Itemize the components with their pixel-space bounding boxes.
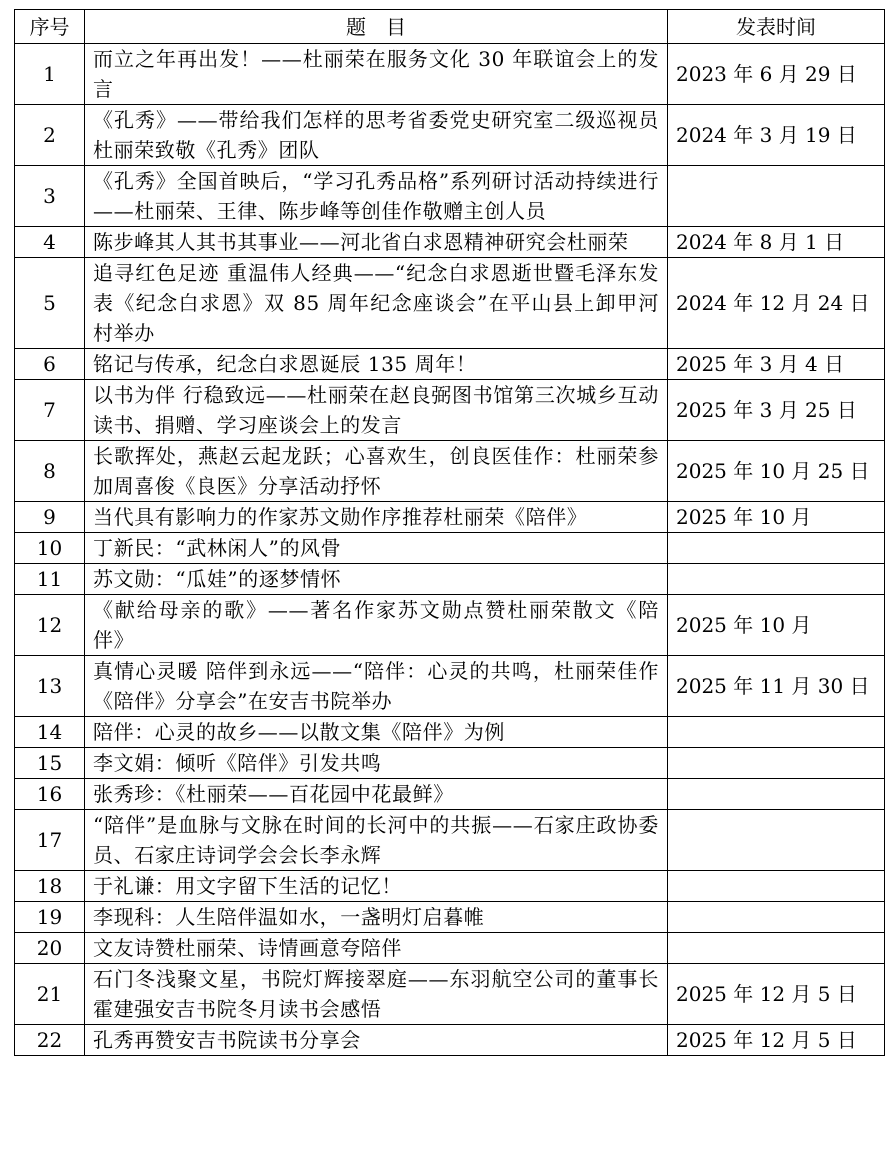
- row-title: 追寻红色足迹 重温伟人经典——“纪念白求恩逝世暨毛泽东发表《纪念白求恩》双 85 周年纪念座谈会”在平山县上卸甲河村举办: [85, 258, 668, 349]
- row-number: 1: [15, 44, 85, 105]
- table-row: [15, 779, 885, 810]
- row-date: 2025 年 10 月: [668, 502, 885, 533]
- row-number: 15: [15, 748, 85, 779]
- row-date: [668, 748, 885, 779]
- row-title: 而立之年再出发！——杜丽荣在服务文化 30 年联谊会上的发言: [85, 44, 668, 105]
- row-title: 《献给母亲的歌》——著名作家苏文勋点赞杜丽荣散文《陪伴》: [85, 595, 668, 656]
- row-title: 张秀珍：《杜丽荣——百花园中花最鲜》: [85, 779, 668, 810]
- table-row: [15, 380, 885, 441]
- row-number: 19: [15, 902, 85, 933]
- table-row: [15, 44, 885, 105]
- row-title: 《孔秀》——带给我们怎样的思考省委党史研究室二级巡视员杜丽荣致敬《孔秀》团队: [85, 105, 668, 166]
- row-date: [668, 564, 885, 595]
- row-number: 2: [15, 105, 85, 166]
- table-row: [15, 717, 885, 748]
- row-title: 文友诗赞杜丽荣、诗情画意夸陪伴: [85, 933, 668, 964]
- table-row: [15, 166, 885, 227]
- row-number: 21: [15, 964, 85, 1025]
- row-date: 2025 年 12 月 5 日: [668, 1025, 885, 1056]
- row-number: 18: [15, 871, 85, 902]
- row-title: 当代具有影响力的作家苏文勋作序推荐杜丽荣《陪伴》: [85, 502, 668, 533]
- row-title: 长歌挥处，燕赵云起龙跃；心喜欢生，创良医佳作：杜丽荣参加周喜俊《良医》分享活动抒怀: [85, 441, 668, 502]
- table-row: [15, 964, 885, 1025]
- row-number: 17: [15, 810, 85, 871]
- row-number: 20: [15, 933, 85, 964]
- header-serial-number: 序号: [15, 10, 85, 44]
- row-date: [668, 902, 885, 933]
- table-row: [15, 349, 885, 380]
- row-title: 李现科：人生陪伴温如水，一盏明灯启暮帷: [85, 902, 668, 933]
- row-title: 陪伴：心灵的故乡——以散文集《陪伴》为例: [85, 717, 668, 748]
- row-date: 2025 年 10 月: [668, 595, 885, 656]
- row-number: 16: [15, 779, 85, 810]
- row-title: 孔秀再赞安吉书院读书分享会: [85, 1025, 668, 1056]
- row-date: 2025 年 11 月 30 日: [668, 656, 885, 717]
- table-row: [15, 810, 885, 871]
- row-date: 2025 年 10 月 25 日: [668, 441, 885, 502]
- table-row: [15, 656, 885, 717]
- row-date: 2025 年 12 月 5 日: [668, 964, 885, 1025]
- table-row: [15, 748, 885, 779]
- table-body: [15, 44, 885, 1056]
- row-title: 以书为伴 行稳致远——杜丽荣在赵良弼图书馆第三次城乡互动读书、捐赠、学习座谈会上的发言: [85, 380, 668, 441]
- table-header-row: [15, 10, 885, 44]
- row-number: 22: [15, 1025, 85, 1056]
- row-date: 2024 年 8 月 1 日: [668, 227, 885, 258]
- table-row: [15, 533, 885, 564]
- article-list-table: [14, 9, 885, 1056]
- row-date: [668, 871, 885, 902]
- row-date: [668, 166, 885, 227]
- row-date: 2023 年 6 月 29 日: [668, 44, 885, 105]
- row-title: 李文娟：倾听《陪伴》引发共鸣: [85, 748, 668, 779]
- table-row: [15, 933, 885, 964]
- row-number: 3: [15, 166, 85, 227]
- row-number: 8: [15, 441, 85, 502]
- header-title: 题 目: [85, 10, 668, 44]
- row-date: [668, 933, 885, 964]
- table-row: [15, 227, 885, 258]
- table-row: [15, 502, 885, 533]
- row-number: 6: [15, 349, 85, 380]
- row-number: 12: [15, 595, 85, 656]
- row-title: 石门冬浅聚文星，书院灯辉接翠庭——东羽航空公司的董事长霍建强安吉书院冬月读书会感悟: [85, 964, 668, 1025]
- table-row: [15, 595, 885, 656]
- table-row: [15, 564, 885, 595]
- row-title: 《孔秀》全国首映后，“学习孔秀品格”系列研讨活动持续进行——杜丽荣、王律、陈步峰等创佳作敬赠主创人员: [85, 166, 668, 227]
- row-title: 铭记与传承，纪念白求恩诞辰 135 周年！: [85, 349, 668, 380]
- table-row: [15, 258, 885, 349]
- table-row: [15, 105, 885, 166]
- row-number: 11: [15, 564, 85, 595]
- row-title: 苏文勋：“瓜娃”的逐梦情怀: [85, 564, 668, 595]
- row-number: 4: [15, 227, 85, 258]
- row-date: [668, 810, 885, 871]
- table-row: [15, 441, 885, 502]
- table-row: [15, 1025, 885, 1056]
- row-title: 于礼谦：用文字留下生活的记忆！: [85, 871, 668, 902]
- row-date: 2024 年 12 月 24 日: [668, 258, 885, 349]
- row-number: 5: [15, 258, 85, 349]
- header-publish-date: 发表时间: [668, 10, 885, 44]
- row-title: 丁新民：“武林闲人”的风骨: [85, 533, 668, 564]
- table-row: [15, 902, 885, 933]
- row-date: 2025 年 3 月 4 日: [668, 349, 885, 380]
- row-number: 13: [15, 656, 85, 717]
- table-row: [15, 871, 885, 902]
- row-number: 9: [15, 502, 85, 533]
- row-date: [668, 533, 885, 564]
- row-title: 真情心灵暖 陪伴到永远——“陪伴：心灵的共鸣，杜丽荣佳作《陪伴》分享会”在安吉书院举办: [85, 656, 668, 717]
- row-date: 2025 年 3 月 25 日: [668, 380, 885, 441]
- row-number: 10: [15, 533, 85, 564]
- row-title: 陈步峰其人其书其事业——河北省白求恩精神研究会杜丽荣: [85, 227, 668, 258]
- row-number: 7: [15, 380, 85, 441]
- row-number: 14: [15, 717, 85, 748]
- row-date: 2024 年 3 月 19 日: [668, 105, 885, 166]
- row-date: [668, 779, 885, 810]
- row-date: [668, 717, 885, 748]
- row-title: “陪伴”是血脉与文脉在时间的长河中的共振——石家庄政协委员、石家庄诗词学会会长李永辉: [85, 810, 668, 871]
